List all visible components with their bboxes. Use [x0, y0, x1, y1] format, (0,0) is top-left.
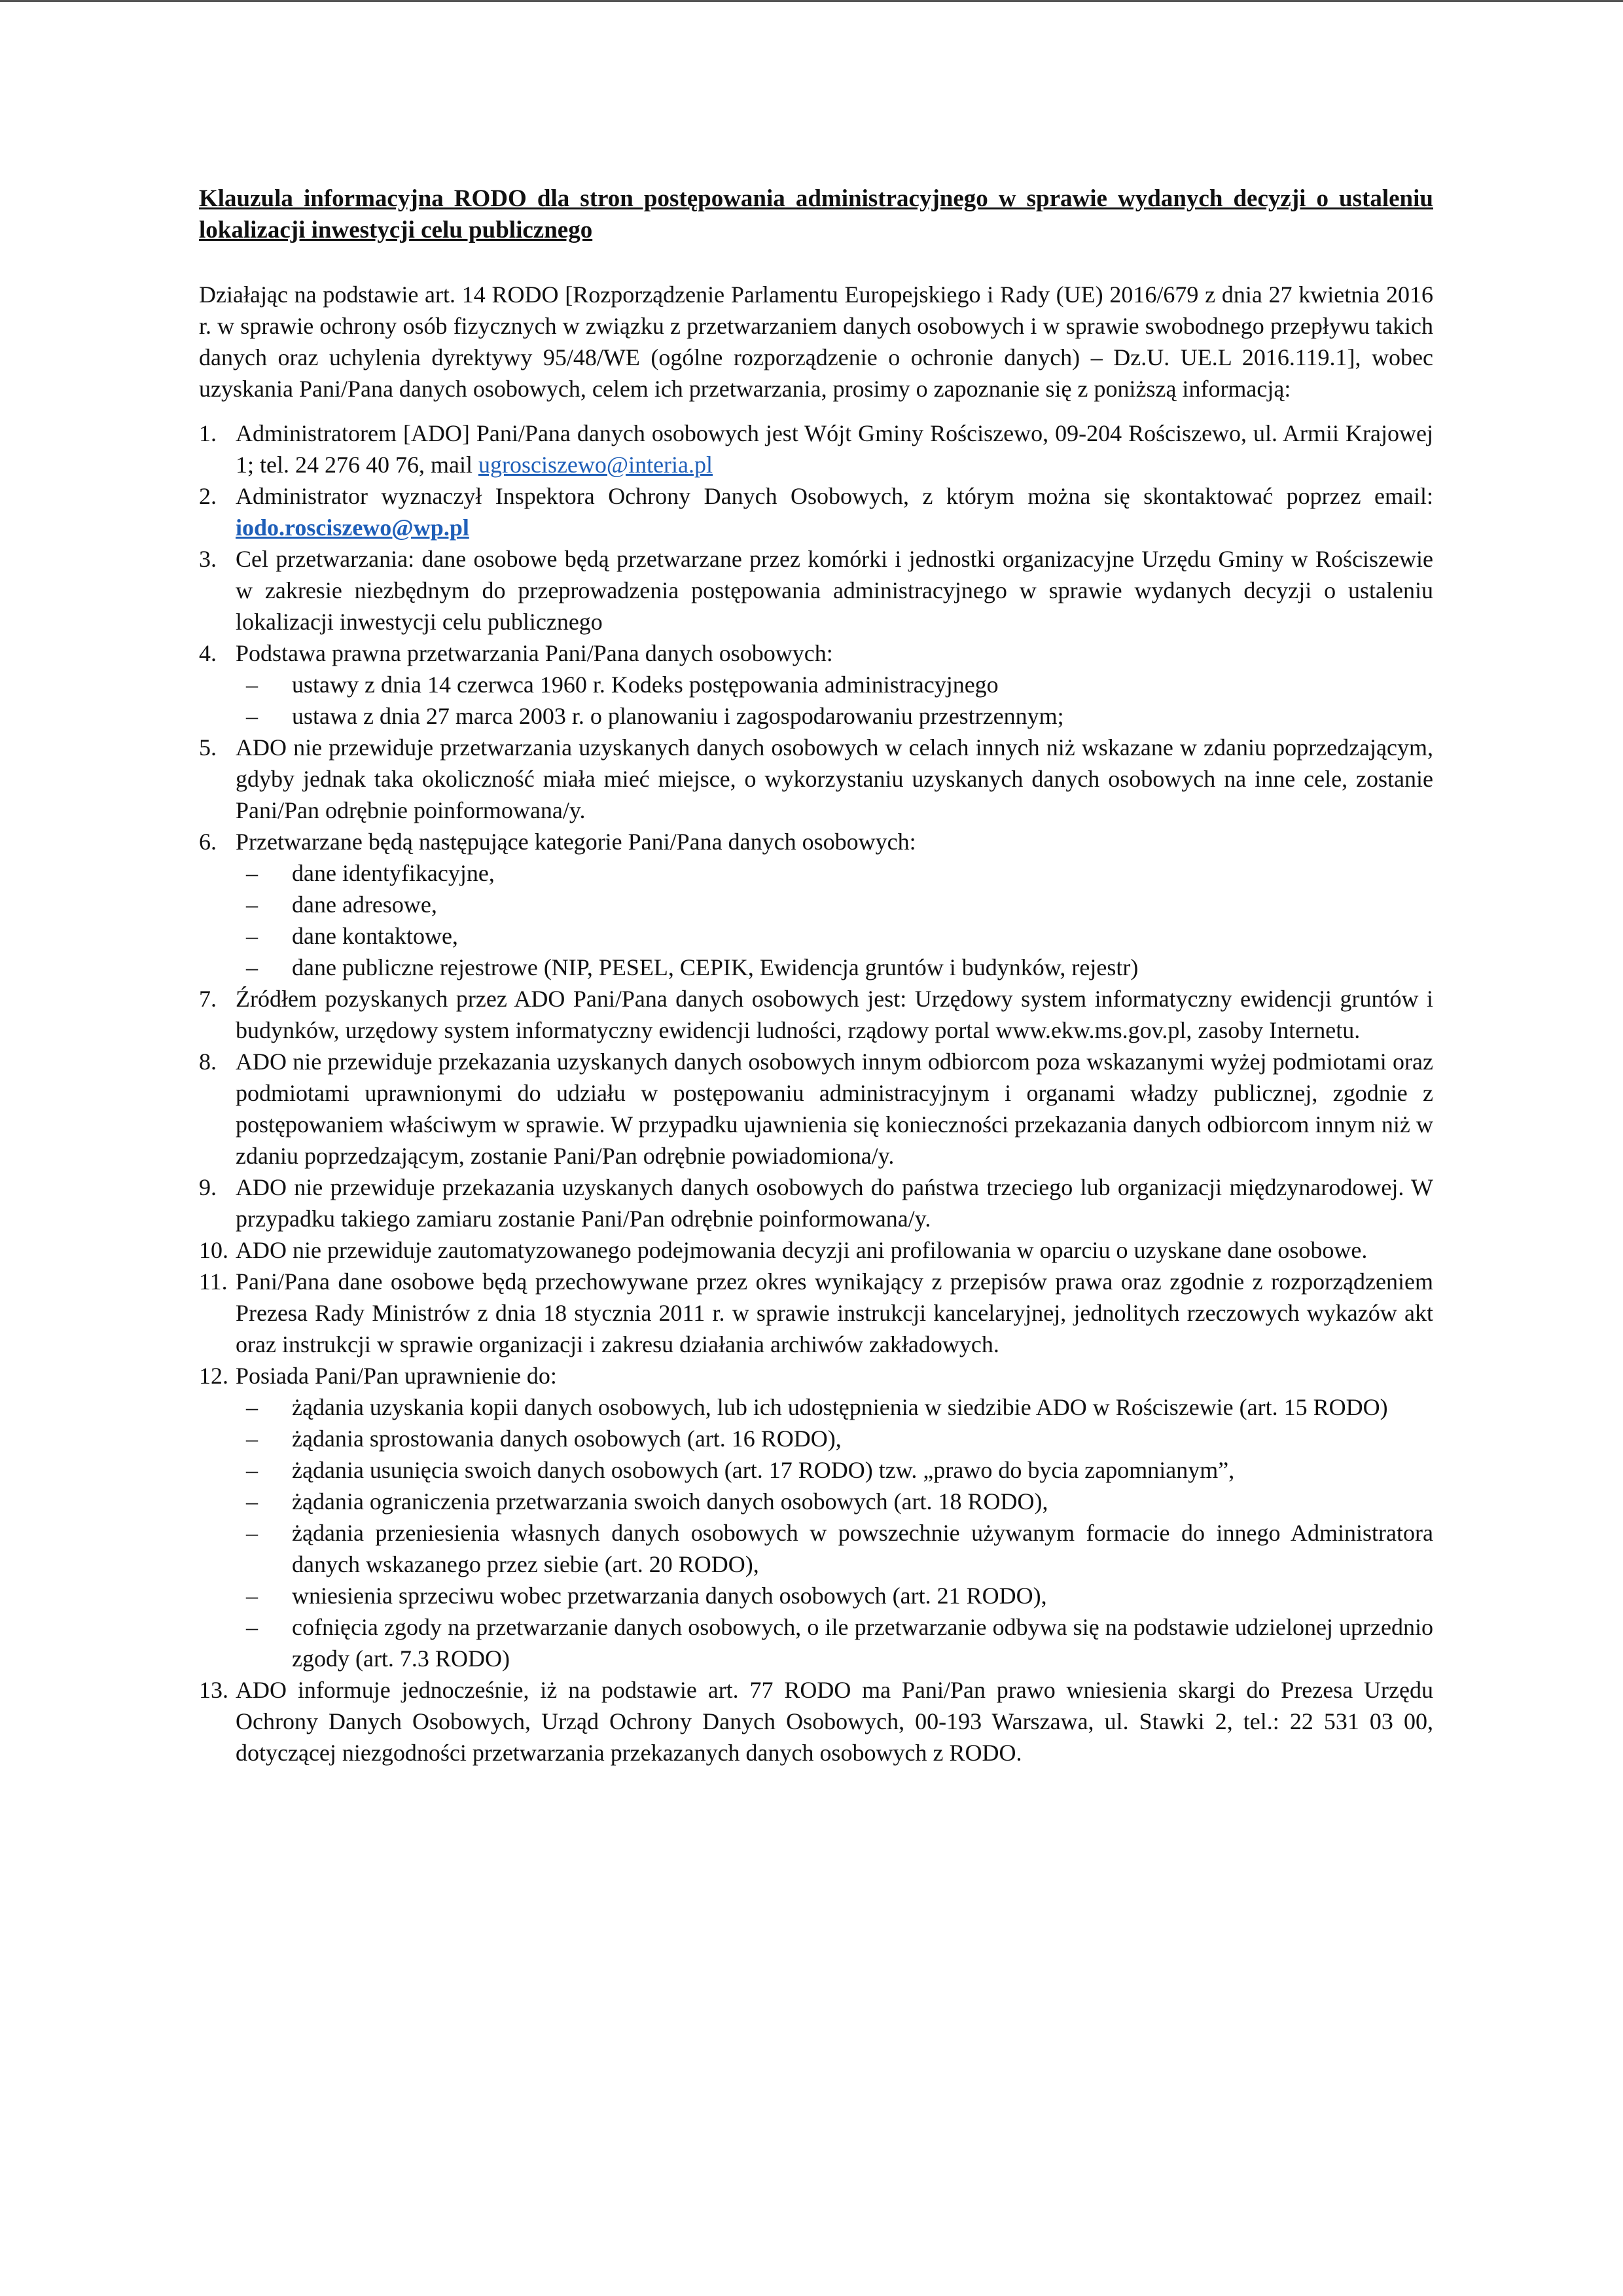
list-item: [199, 1266, 1433, 1360]
list-item: [199, 1046, 1433, 1172]
sub-item: [236, 1423, 1433, 1454]
sub-item: [236, 952, 1433, 983]
dash-bullet: –: [246, 1614, 258, 1640]
item-text: Cel przetwarzania: dane osobowe będą przetwarzane przez komórki i jednostki organizacyjne Urzędu Gminy w Rościszewie w zakresie niezbędnym do przeprowadzenia postępowania administracyjnego w sprawie wydanych decyzji o ustaleniu lokalizacji inwestycji celu publicznego: [236, 546, 1433, 635]
item-text: ADO nie przewiduje przekazania uzyskanych danych osobowych do państwa trzeciego lub organizacji międzynarodowej. W przypadku takiego zamiaru zostanie Pani/Pan odrębnie poinformowana/y.: [236, 1174, 1433, 1232]
item-number: 11.: [199, 1268, 228, 1295]
sub-item: [236, 1391, 1433, 1423]
dash-bullet: –: [246, 672, 258, 698]
sub-item-text: żądania usunięcia swoich danych osobowych (art. 17 RODO) tzw. „prawo do bycia zapomnianym”,: [292, 1457, 1235, 1483]
sub-item: [236, 920, 1433, 952]
sub-item-text: ustawa z dnia 27 marca 2003 r. o planowaniu i zagospodarowaniu przestrzennym;: [292, 703, 1064, 729]
sub-item-text: wniesienia sprzeciwu wobec przetwarzania danych osobowych (art. 21 RODO),: [292, 1583, 1047, 1609]
item-text: ADO nie przewiduje przetwarzania uzyskanych danych osobowych w celach innych niż wskazane w zdaniu poprzedzającym, gdyby jednak taka okoliczność miała mieć miejsce, o wykorzystaniu uzyskanych danych osobowych na inne cele, zostanie Pani/Pan odrębnie poinformowana/y.: [236, 734, 1433, 823]
sub-item: [236, 1486, 1433, 1517]
sub-item: [236, 1580, 1433, 1611]
dash-bullet: –: [246, 1488, 258, 1515]
item-text: Posiada Pani/Pan uprawnienie do:: [236, 1363, 557, 1389]
item-number: 6.: [199, 829, 217, 855]
sub-item-text: żądania przeniesienia własnych danych osobowych w powszechnie używanym formacie do innego Administratora danych wskazanego przez siebie (art. 20 RODO),: [292, 1520, 1433, 1577]
dash-bullet: –: [246, 1426, 258, 1452]
sub-item-text: żądania sprostowania danych osobowych (art. 16 RODO),: [292, 1426, 842, 1452]
item-text: Przetwarzane będą następujące kategorie Pani/Pana danych osobowych:: [236, 829, 916, 855]
dash-bullet: –: [246, 923, 258, 949]
item-text: Administrator wyznaczył Inspektora Ochrony Danych Osobowych, z którym można się skontaktować poprzez email:: [236, 483, 1433, 509]
list-item: [199, 1674, 1433, 1768]
document-page: [199, 183, 1433, 1768]
sub-item-text: cofnięcia zgody na przetwarzanie danych osobowych, o ile przetwarzanie odbywa się na podstawie udzielonej uprzednio zgody (art. 7.3 RODO): [292, 1614, 1433, 1672]
list-item: [199, 983, 1433, 1046]
sub-item: [236, 700, 1433, 732]
item-text: ADO nie przewiduje zautomatyzowanego podejmowania decyzji ani profilowania w oparciu o uzyskane dane osobowe.: [236, 1237, 1368, 1263]
item-number: 5.: [199, 734, 217, 761]
dash-bullet: –: [246, 1457, 258, 1483]
item-text: Pani/Pana dane osobowe będą przechowywane przez okres wynikający z przepisów prawa oraz zgodnie z rozporządzeniem Prezesa Rady Ministrów z dnia 18 stycznia 2011 r. w sprawie instrukcji kancelaryjnej, jednolitych rzeczowych wykazów akt oraz instrukcji w sprawie organizacji i zakresu działania archiwów zakładowych.: [236, 1268, 1433, 1357]
item-number: 9.: [199, 1174, 217, 1200]
item-number: 13.: [199, 1677, 228, 1703]
sub-item-text: dane publiczne rejestrowe (NIP, PESEL, CEPIK, Ewidencja gruntów i budynków, rejestr): [292, 954, 1139, 980]
item-number: 8.: [199, 1049, 217, 1075]
sub-item: [236, 669, 1433, 700]
sub-list: [236, 669, 1433, 732]
scan-top-edge: [0, 0, 1623, 2]
sub-item: [236, 1611, 1433, 1674]
sub-item-text: dane identyfikacyjne,: [292, 860, 495, 886]
sub-list: [236, 857, 1433, 983]
intro-paragraph: Działając na podstawie art. 14 RODO [Rozporządzenie Parlamentu Europejskiego i Rady (UE) 2016/679 z dnia 27 kwietnia 2016 r. w sprawie ochrony osób fizycznych w związku z przetwarzaniem danych osobowych i w sprawie swobodnego przepływu takich danych oraz uchylenia dyrektywy 95/48/WE (ogólne rozporządzenie o ochronie danych) – Dz.U. UE.L 2016.119.1], wobec uzyskania Pani/Pana danych osobowych, celem ich przetwarzania, prosimy o zapoznanie się z poniższą informacją:: [199, 281, 1433, 402]
list-item: [199, 826, 1433, 983]
document-title: Klauzula informacyjna RODO dla stron postępowania administracyjnego w sprawie wydanych decyzji o ustaleniu lokalizacji inwestycji celu publicznego: [199, 185, 1433, 243]
item-number: 10.: [199, 1237, 228, 1263]
sub-item: [236, 1517, 1433, 1580]
sub-list: [236, 1391, 1433, 1674]
item-number: 7.: [199, 986, 217, 1012]
clause-list: [199, 418, 1433, 1768]
dash-bullet: –: [246, 860, 258, 886]
item-text: Podstawa prawna przetwarzania Pani/Pana danych osobowych:: [236, 640, 833, 666]
item-number: 1.: [199, 420, 217, 446]
sub-item-text: ustawy z dnia 14 czerwca 1960 r. Kodeks postępowania administracyjnego: [292, 672, 999, 698]
sub-item: [236, 857, 1433, 889]
item-text: Źródłem pozyskanych przez ADO Pani/Pana danych osobowych jest: Urzędowy system informatyczny ewidencji gruntów i budynków, urzędowy system informatyczny ewidencji ludności, rządowy portal www.ekw.ms.gov.pl, zasoby Internetu.: [236, 986, 1433, 1043]
dash-bullet: –: [246, 954, 258, 980]
dash-bullet: –: [246, 703, 258, 729]
item-text: ADO informuje jednocześnie, iż na podstawie art. 77 RODO ma Pani/Pan prawo wniesienia skargi do Prezesa Urzędu Ochrony Danych Osobowych, Urząd Ochrony Danych Osobowych, 00-193 Warszawa, ul. Stawki 2, tel.: 22 531 03 00, dotyczącej niezgodności przetwarzania przekazanych danych osobowych z RODO.: [236, 1677, 1433, 1766]
iod-email-link[interactable]: iodo.rosciszewo@wp.pl: [236, 514, 469, 541]
item-number: 4.: [199, 640, 217, 666]
sub-item-text: żądania ograniczenia przetwarzania swoich danych osobowych (art. 18 RODO),: [292, 1488, 1048, 1515]
item-text: Administratorem [ADO] Pani/Pana danych osobowych jest Wójt Gminy Rościszewo, 09-204 Rościszewo, ul. Armii Krajowej 1; tel. 24 276 40 76, mail: [236, 420, 1433, 478]
sub-item-text: dane kontaktowe,: [292, 923, 458, 949]
sub-item-text: dane adresowe,: [292, 891, 437, 918]
dash-bullet: –: [246, 891, 258, 918]
list-item: [199, 732, 1433, 826]
list-item: [199, 418, 1433, 480]
list-item: [199, 480, 1433, 543]
sub-item-text: żądania uzyskania kopii danych osobowych, lub ich udostępnienia w siedzibie ADO w Rościszewie (art. 15 RODO): [292, 1394, 1388, 1420]
item-text: ADO nie przewiduje przekazania uzyskanych danych osobowych innym odbiorcom poza wskazanymi wyżej podmiotami oraz podmiotami uprawnionymi do udziału w postępowaniu administracyjnym i organami władzy publicznej, zgodnie z postępowaniem właściwym w sprawie. W przypadku ujawnienia się konieczności przekazania danych odbiorcom innym niż w zdaniu poprzedzającym, zostanie Pani/Pan odrębnie powiadomiona/y.: [236, 1049, 1433, 1169]
list-item: [199, 637, 1433, 732]
list-item: [199, 1360, 1433, 1674]
list-item: [199, 543, 1433, 637]
dash-bullet: –: [246, 1520, 258, 1546]
dash-bullet: –: [246, 1583, 258, 1609]
list-item: [199, 1172, 1433, 1234]
sub-item: [236, 889, 1433, 920]
admin-email-link[interactable]: ugrosciszewo@interia.pl: [478, 452, 713, 478]
item-number: 2.: [199, 483, 217, 509]
sub-item: [236, 1454, 1433, 1486]
dash-bullet: –: [246, 1394, 258, 1420]
item-number: 12.: [199, 1363, 228, 1389]
list-item: [199, 1234, 1433, 1266]
item-number: 3.: [199, 546, 217, 572]
